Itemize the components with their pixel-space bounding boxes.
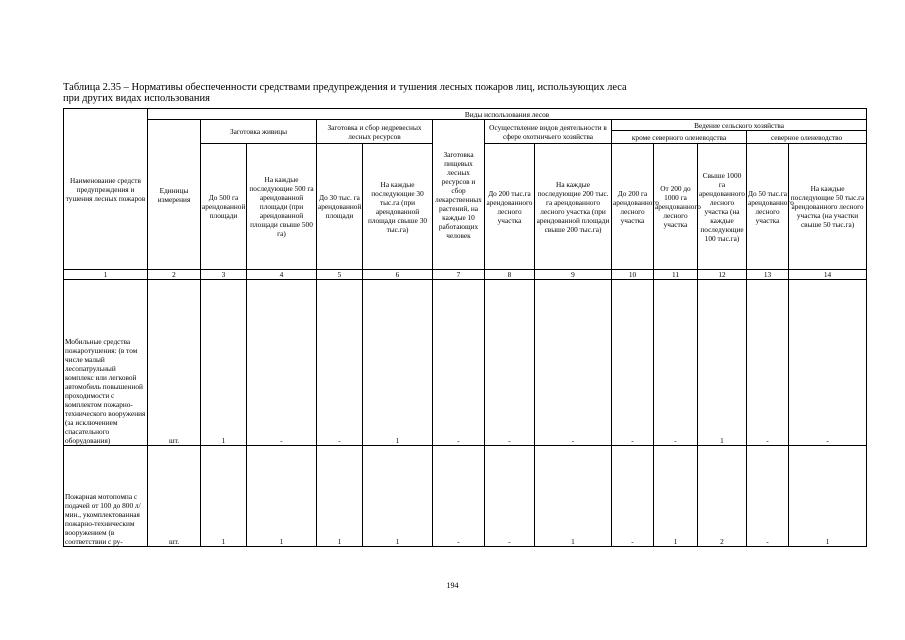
row-unit: шт.: [148, 446, 201, 547]
row-value: 2: [698, 446, 747, 547]
row-value: -: [612, 280, 654, 446]
norms-table: [63, 108, 867, 547]
col-number: 12: [698, 270, 747, 280]
row-value: -: [612, 446, 654, 547]
group-zhivitsa: Заготовка живицы: [201, 120, 317, 144]
row-value: 1: [247, 446, 317, 547]
row-value: -: [317, 280, 363, 446]
col-header-3: До 500 га арендованной площади: [201, 144, 247, 270]
col-header-10: До 200 га арендованного лесного участка: [612, 144, 654, 270]
col-number: 6: [363, 270, 433, 280]
row-name: Пожарная мотопомпа с подачей от 100 до 800 л/мин., укомплектованная пожарно-техническим вооружением (в соответствии с ру-: [64, 446, 148, 547]
col-header-13: До 50 тыс.га арендованного лесного участка: [747, 144, 789, 270]
page-number: 194: [446, 581, 459, 590]
caption-line-1: Таблица 2.35 – Нормативы обеспеченности средствами предупреждения и тушения лесных пожаров лиц, использующих леса: [63, 82, 627, 93]
row-value: 1: [201, 446, 247, 547]
table-caption: [63, 82, 863, 104]
row-value: 1: [698, 280, 747, 446]
row-value: 1: [317, 446, 363, 547]
col-number: 10: [612, 270, 654, 280]
row-value: 1: [535, 446, 612, 547]
row-value: -: [747, 280, 789, 446]
row-value: 1: [201, 280, 247, 446]
row-value: -: [747, 446, 789, 547]
col-number: 8: [485, 270, 535, 280]
row-value: -: [485, 280, 535, 446]
name-header: Наименование средств предупреждения и тушения лесных пожаров: [64, 109, 148, 270]
group-pishchevye: Заготовка пищевых лесных ресурсов и сбор лекарственных растений, на каждые 10 работающих человек: [433, 120, 485, 270]
col-header-5: До 30 тыс. га арендованной площади: [317, 144, 363, 270]
row-unit: шт.: [148, 280, 201, 446]
group-nedrevesnye: Заготовка и сбор недревесных лесных ресурсов: [317, 120, 433, 144]
subgroup-severnoe: северное оленеводство: [747, 131, 867, 144]
col-header-12: Свыше 1000 га арендованного лесного участка (на каждые последующие 100 тыс.га): [698, 144, 747, 270]
col-header-6: На каждые последующие 30 тыс.га (при арендованной площади свыше 30 тыс.га): [363, 144, 433, 270]
subgroup-krome-severnogo: кроме северного оленеводства: [612, 131, 747, 144]
col-number: 9: [535, 270, 612, 280]
row-value: -: [654, 280, 698, 446]
row-value: -: [535, 280, 612, 446]
table-row: [64, 446, 867, 547]
col-number: 5: [317, 270, 363, 280]
col-number: 2: [148, 270, 201, 280]
group-selskoe: Ведение сельского хозяйства: [612, 120, 867, 131]
row-value: -: [433, 280, 485, 446]
col-number: 1: [64, 270, 148, 280]
col-header-4: На каждые последующие 500 га арендованной площади (при арендованной площади свыше 500 га): [247, 144, 317, 270]
row-value: 1: [363, 280, 433, 446]
group-okhota: Осуществление видов деятельности в сфере охотничьего хозяйства: [485, 120, 612, 144]
row-value: 1: [363, 446, 433, 547]
row-name: Мобильные средства пожаротушения: (в том числе малый лесопатрульный комплекс или легковой автомобиль повышенной проходимости с комплектом пожарно-технического вооружения (за исключением спасательного оборудования): [64, 280, 148, 446]
col-number: 3: [201, 270, 247, 280]
group-header: Виды использования лесов: [148, 109, 867, 120]
row-value: 1: [654, 446, 698, 547]
row-value: 1: [789, 446, 867, 547]
row-value: -: [247, 280, 317, 446]
unit-header: Единицы измерения: [148, 120, 201, 270]
col-number: 13: [747, 270, 789, 280]
row-value: -: [485, 446, 535, 547]
column-number-row: [64, 270, 867, 280]
col-number: 14: [789, 270, 867, 280]
col-number: 7: [433, 270, 485, 280]
col-header-9: На каждые последующие 200 тыс. га арендованного лесного участка (при арендованной площади свыше 200 тыс.га): [535, 144, 612, 270]
row-value: -: [433, 446, 485, 547]
col-header-11: От 200 до 1000 га арендованного лесного участка: [654, 144, 698, 270]
col-number: 4: [247, 270, 317, 280]
table-row: [64, 280, 867, 446]
col-header-14: На каждые последующие 50 тыс.га арендованного лесного участка (на участки свыше 50 тыс.га): [789, 144, 867, 270]
caption-line-2: при других видах использования: [63, 93, 210, 104]
row-value: -: [789, 280, 867, 446]
col-header-8: До 200 тыс.га арендованного лесного участка: [485, 144, 535, 270]
col-number: 11: [654, 270, 698, 280]
